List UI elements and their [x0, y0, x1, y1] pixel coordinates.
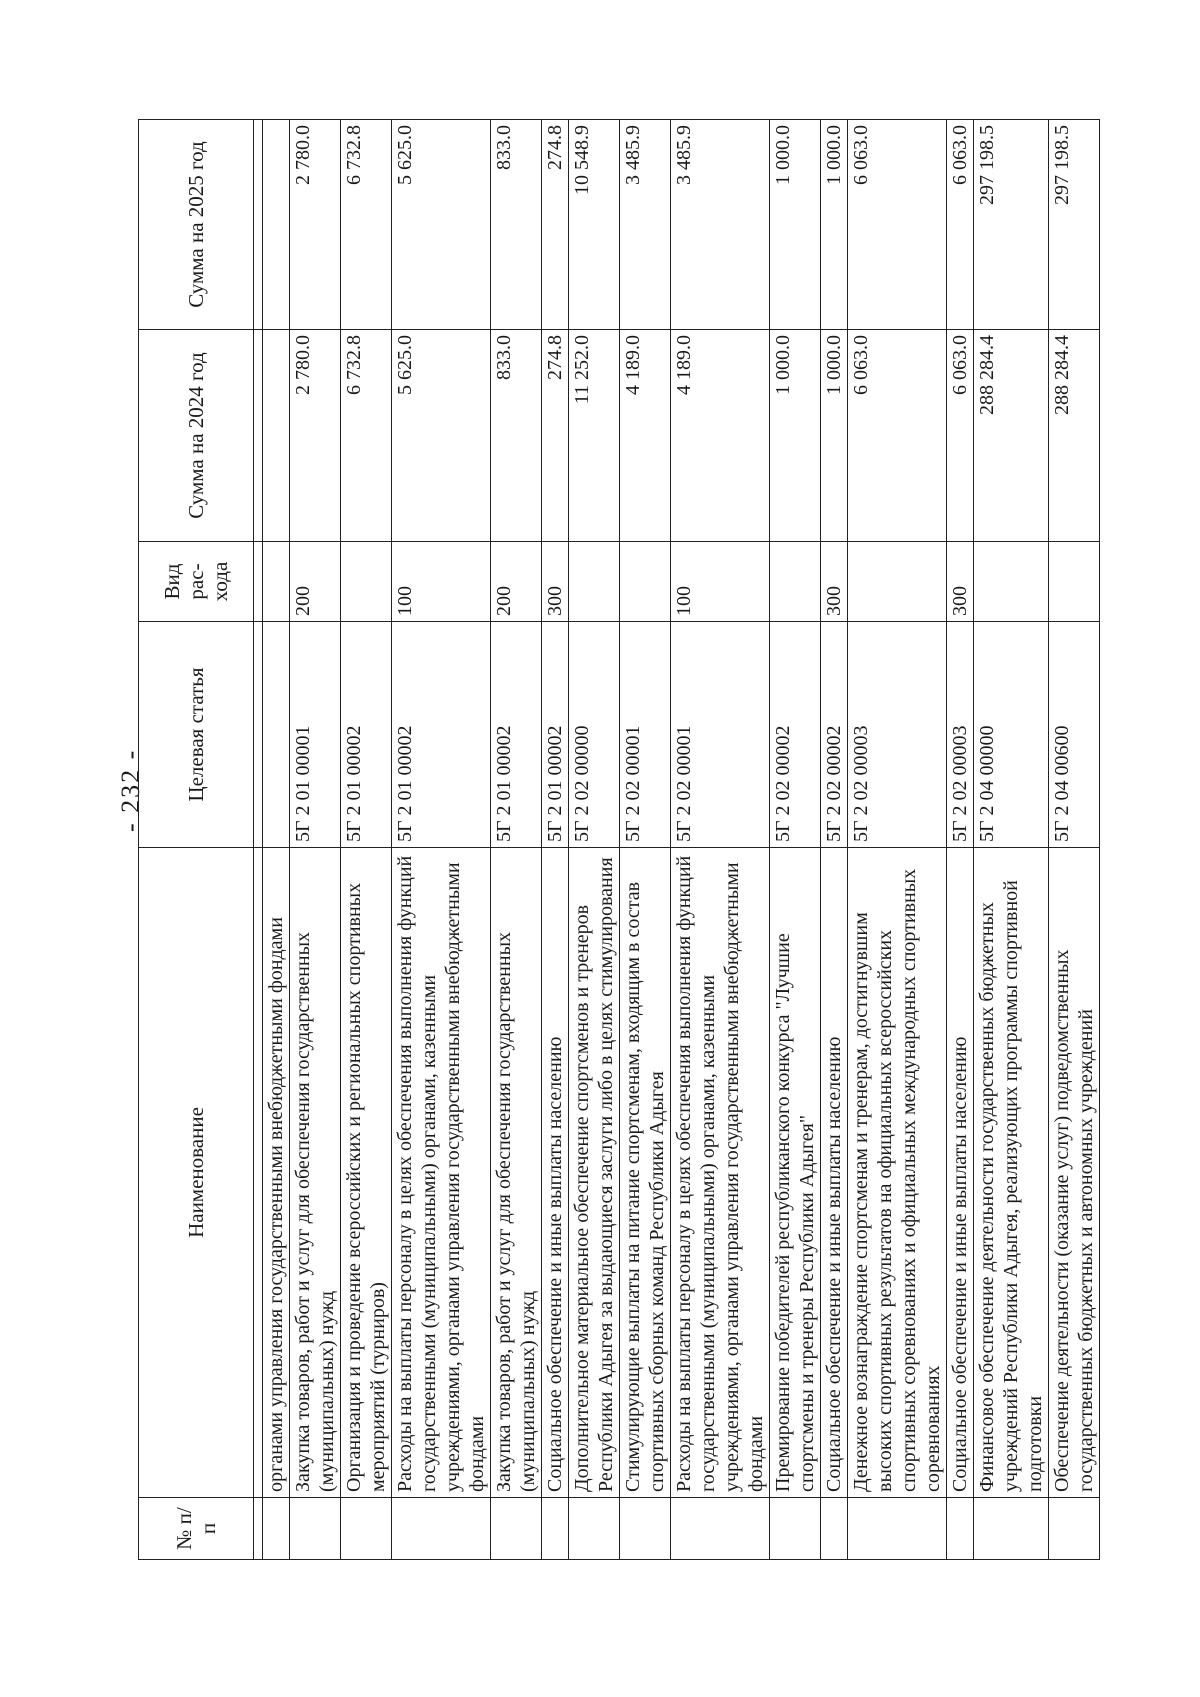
cell-code: 5Г 2 01 00001 [290, 622, 341, 848]
table-row [542, 120, 569, 1560]
table-row [290, 120, 341, 1560]
cell-code: 5Г 2 02 00001 [671, 622, 770, 848]
cell-code: 5Г 2 02 00002 [770, 622, 821, 848]
cell-name: Стимулирующие выплаты на питание спортсменам, входящим в состав спортивных сборных команд Республики Адыгея [620, 848, 671, 1498]
cell-num [392, 1498, 491, 1560]
cell-num [770, 1498, 821, 1560]
cell-sum-2024: 1 000.0 [821, 330, 848, 542]
cell-sum-2024: 6 063.0 [848, 330, 947, 542]
table-row [947, 120, 974, 1560]
cell-sum-2025 [263, 120, 290, 330]
cell-sum-2025: 6 063.0 [848, 120, 947, 330]
header-num: № п/п [139, 1498, 254, 1560]
table-row [1049, 120, 1100, 1560]
cell-code: 5Г 2 04 00000 [974, 622, 1049, 848]
cell-kind: 200 [290, 542, 341, 622]
cell-sum-2024: 2 780.0 [290, 330, 341, 542]
cell-kind: 100 [392, 542, 491, 622]
cell-code: 5Г 2 02 00002 [821, 622, 848, 848]
table-row [848, 120, 947, 1560]
cell-name: Финансовое обеспечение деятельности государственных бюджетных учреждений Республики Адыгея, реализующих программы спортивной подготовки [974, 848, 1049, 1498]
cell-name: Социальное обеспечение и иные выплаты населению [821, 848, 848, 1498]
cell-kind [620, 542, 671, 622]
cell-sum-2024: 4 189.0 [671, 330, 770, 542]
cell-name: Организация и проведение всероссийских и региональных спортивных мероприятий (турниров) [341, 848, 392, 1498]
cell-code: 5Г 2 02 00003 [947, 622, 974, 848]
cell-name: Социальное обеспечение и иные выплаты населению [542, 848, 569, 1498]
cell-kind: 300 [947, 542, 974, 622]
cell-code: 5Г 2 02 00000 [569, 622, 620, 848]
cell-sum-2025: 274.8 [542, 120, 569, 330]
cell-sum-2025: 297 198.5 [974, 120, 1049, 330]
cell-num [974, 1498, 1049, 1560]
spacer-row [254, 120, 263, 1560]
cell-sum-2024: 6 732.8 [341, 330, 392, 542]
cell-num [491, 1498, 542, 1560]
cell-name: Премирование победителей республиканского конкурса "Лучшие спортсмены и тренеры Республики Адыгея" [770, 848, 821, 1498]
cell-kind: 100 [671, 542, 770, 622]
cell-name: Социальное обеспечение и иные выплаты населению [947, 848, 974, 1498]
page-number: - 232 - [116, 748, 145, 832]
cell-num [542, 1498, 569, 1560]
table-row [569, 120, 620, 1560]
cell-name: Дополнительное материальное обеспечение спортсменов и тренеров Республики Адыгея за выдающиеся заслуги либо в целях стимулирования [569, 848, 620, 1498]
cell-sum-2024: 288 284.4 [1049, 330, 1100, 542]
cell-num [620, 1498, 671, 1560]
cell-sum-2025: 1 000.0 [770, 120, 821, 330]
cell-num [848, 1498, 947, 1560]
cell-num [671, 1498, 770, 1560]
cell-sum-2024: 11 252.0 [569, 330, 620, 542]
table-row [341, 120, 392, 1560]
cell-kind [770, 542, 821, 622]
cell-kind [848, 542, 947, 622]
cell-kind [1049, 542, 1100, 622]
table-row [392, 120, 491, 1560]
cell-code [263, 622, 290, 848]
cell-sum-2024: 4 189.0 [620, 330, 671, 542]
cell-kind [341, 542, 392, 622]
cell-sum-2025: 3 485.9 [620, 120, 671, 330]
cell-num [569, 1498, 620, 1560]
cell-sum-2025: 5 625.0 [392, 120, 491, 330]
table-row [620, 120, 671, 1560]
cell-name: Закупка товаров, работ и услуг для обеспечения государственных (муниципальных) нужд [491, 848, 542, 1498]
cell-sum-2025: 6 732.8 [341, 120, 392, 330]
cell-code: 5Г 2 02 00003 [848, 622, 947, 848]
cell-num [947, 1498, 974, 1560]
header-sum-2024: Сумма на 2024 год [139, 330, 254, 542]
cell-sum-2025: 2 780.0 [290, 120, 341, 330]
cell-code: 5Г 2 01 00002 [542, 622, 569, 848]
cell-kind: 300 [542, 542, 569, 622]
cell-kind: 200 [491, 542, 542, 622]
table-row [974, 120, 1049, 1560]
cell-name: Расходы на выплаты персоналу в целях обеспечения выполнения функций государственными (муниципальными) органами, казенными учреждениями, органами управления государственными внебюджетными фондами [671, 848, 770, 1498]
budget-table [138, 119, 1100, 1560]
table-row [821, 120, 848, 1560]
table-row [770, 120, 821, 1560]
cell-sum-2024 [263, 330, 290, 542]
table-body [254, 120, 1100, 1560]
cell-code: 5Г 2 01 00002 [491, 622, 542, 848]
cell-sum-2024: 6 063.0 [947, 330, 974, 542]
cell-num [263, 1498, 290, 1560]
cell-sum-2024: 5 625.0 [392, 330, 491, 542]
cell-sum-2025: 1 000.0 [821, 120, 848, 330]
cell-kind [974, 542, 1049, 622]
cell-kind: 300 [821, 542, 848, 622]
cell-sum-2025: 833.0 [491, 120, 542, 330]
cell-sum-2025: 3 485.9 [671, 120, 770, 330]
header-name: Наименование [139, 848, 254, 1498]
cell-num [341, 1498, 392, 1560]
cell-sum-2025: 10 548.9 [569, 120, 620, 330]
cell-sum-2025: 297 198.5 [1049, 120, 1100, 330]
cell-name: Закупка товаров, работ и услуг для обеспечения государственных (муниципальных) нужд [290, 848, 341, 1498]
cell-sum-2025: 6 063.0 [947, 120, 974, 330]
cell-sum-2024: 1 000.0 [770, 330, 821, 542]
cell-name: органами управления государственными внебюджетными фондами [263, 848, 290, 1498]
cell-sum-2024: 274.8 [542, 330, 569, 542]
cell-code: 5Г 2 04 00600 [1049, 622, 1100, 848]
cell-kind [263, 542, 290, 622]
cell-name: Обеспечение деятельности (оказание услуг) подведомственных государственных бюджетных и автономных учреждений [1049, 848, 1100, 1498]
cell-num [1049, 1498, 1100, 1560]
header-kind: Вид рас-хода [139, 542, 254, 622]
cell-code: 5Г 2 02 00001 [620, 622, 671, 848]
table-row [263, 120, 290, 1560]
table-row [671, 120, 770, 1560]
cell-code: 5Г 2 01 00002 [341, 622, 392, 848]
table-header [139, 120, 254, 1560]
cell-sum-2024: 833.0 [491, 330, 542, 542]
header-sum-2025: Сумма на 2025 год [139, 120, 254, 330]
table-row [491, 120, 542, 1560]
header-code: Целевая статья [139, 622, 254, 848]
cell-num [290, 1498, 341, 1560]
cell-name: Расходы на выплаты персоналу в целях обеспечения выполнения функций государственными (муниципальными) органами, казенными учреждениями, органами управления государственными внебюджетными фондами [392, 848, 491, 1498]
cell-kind [569, 542, 620, 622]
cell-code: 5Г 2 01 00002 [392, 622, 491, 848]
cell-name: Денежное вознаграждение спортсменам и тренерам, достигнувшим высоких спортивных результатов на официальных всероссийских спортивных соревнованиях и официальных международных спортивных соревнованиях [848, 848, 947, 1498]
rotated-table-wrapper [138, 120, 1097, 1560]
cell-sum-2024: 288 284.4 [974, 330, 1049, 542]
cell-num [821, 1498, 848, 1560]
